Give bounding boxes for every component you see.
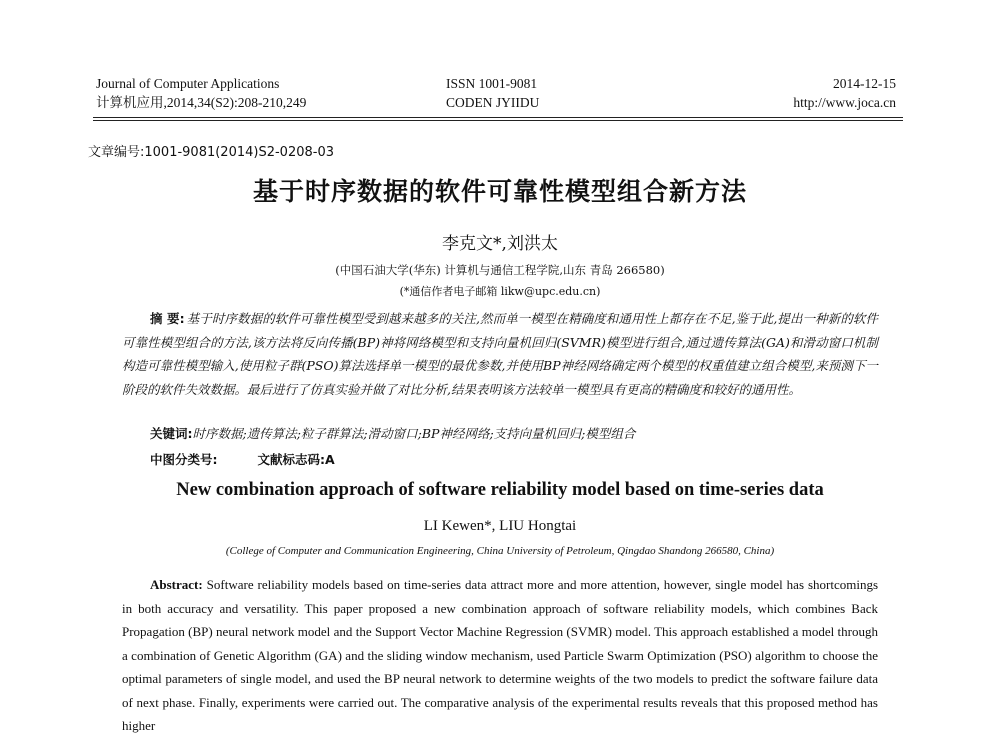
issn: ISSN 1001-9081 — [446, 76, 538, 91]
keywords-cn — [150, 424, 635, 442]
header-journal — [96, 74, 306, 112]
abstract-cn-label: 摘 要: — [150, 311, 185, 326]
abstract-en — [122, 573, 878, 738]
document-code-cn: 文献标志码:A — [257, 452, 335, 467]
journal-url[interactable]: http://www.joca.cn — [793, 95, 896, 110]
coden: CODEN JYIIDU — [446, 95, 540, 110]
title-cn: 基于时序数据的软件可靠性模型组合新方法 — [252, 177, 747, 206]
journal-citation-cn: 计算机应用,2014,34(S2):208-210,249 — [96, 95, 307, 110]
header-date — [793, 74, 896, 112]
article-number: 文章编号:1001-9081(2014)S2-0208-03 — [88, 145, 334, 160]
classification-cn-label: 中图分类号: — [150, 452, 218, 467]
abstract-en-label: Abstract: — [150, 577, 203, 592]
authors-cn: 李克文*,刘洪太 — [442, 234, 558, 254]
authors-en: LI Kewen*, LIU Hongtai — [423, 518, 577, 534]
header-issn — [446, 74, 539, 112]
header-rule-bottom — [93, 120, 903, 121]
abstract-en-text: Software reliability models based on time-series data attract more and more attention, however, single model has shortcomings in both accuracy and versatility. This paper proposed a new combination approach of software reliability models, which combines Back Propagation (BP) neural network model and the Support Vector Machine Regression (SVMR) model. This approach established a model through a combination of Genetic Algorithm (GA) and the sliding window mechanism, used Particle Swarm Optimization (PSO) algorithm to choose the optimal parameters of single model, and used the BP neural network to determine weights of the two models to predict the software failure data of next phase. Finally, experiments were carried out. The comparative analysis of the experimental results reveals that this proposed method has higher — [122, 577, 879, 733]
publish-date: 2014-12-15 — [833, 76, 896, 91]
classification-cn — [150, 450, 335, 468]
keywords-cn-label: 关键词: — [150, 426, 193, 441]
journal-name-en: Journal of Computer Applications — [96, 76, 280, 91]
title-en: New combination approach of software reliability model based on time-series data — [176, 480, 824, 500]
email-cn: (*通信作者电子邮箱 likw@upc.edu.cn) — [399, 285, 601, 298]
keywords-cn-text: 时序数据;遗传算法;粒子群算法;滑动窗口;BP神经网络;支持向量机回归;模型组合 — [192, 426, 636, 441]
affiliation-cn: (中国石油大学(华东) 计算机与通信工程学院,山东 青岛 266580) — [335, 263, 665, 277]
header-rule-top — [93, 117, 903, 118]
affiliation-en: (College of Computer and Communication Engineering, China University of Petroleum, Qingdao Shandong 266580, China) — [225, 545, 775, 557]
abstract-cn — [122, 307, 878, 401]
abstract-cn-text: 基于时序数据的软件可靠性模型受到越来越多的关注,然而单一模型在精确度和通用性上都存在不足,鉴于此,提出一种新的软件可靠性模型组合的方法,该方法将反向传播(BP)神将网络模型和支持向量机回归(SVMR)模型进行组合,通过遗传算法(GA)和滑动窗口机制构造可靠性模型输入,使用粒子群(PSO)算法选择单一模型的最优参数,并使用BP神经网络确定两个模型的权重值建立组合模型,来预测下一阶段的软件失效数据。最后进行了仿真实验并做了对比分析,结果表明该方法较单一模型具有更高的精确度和较好的通用性。 — [122, 311, 878, 397]
